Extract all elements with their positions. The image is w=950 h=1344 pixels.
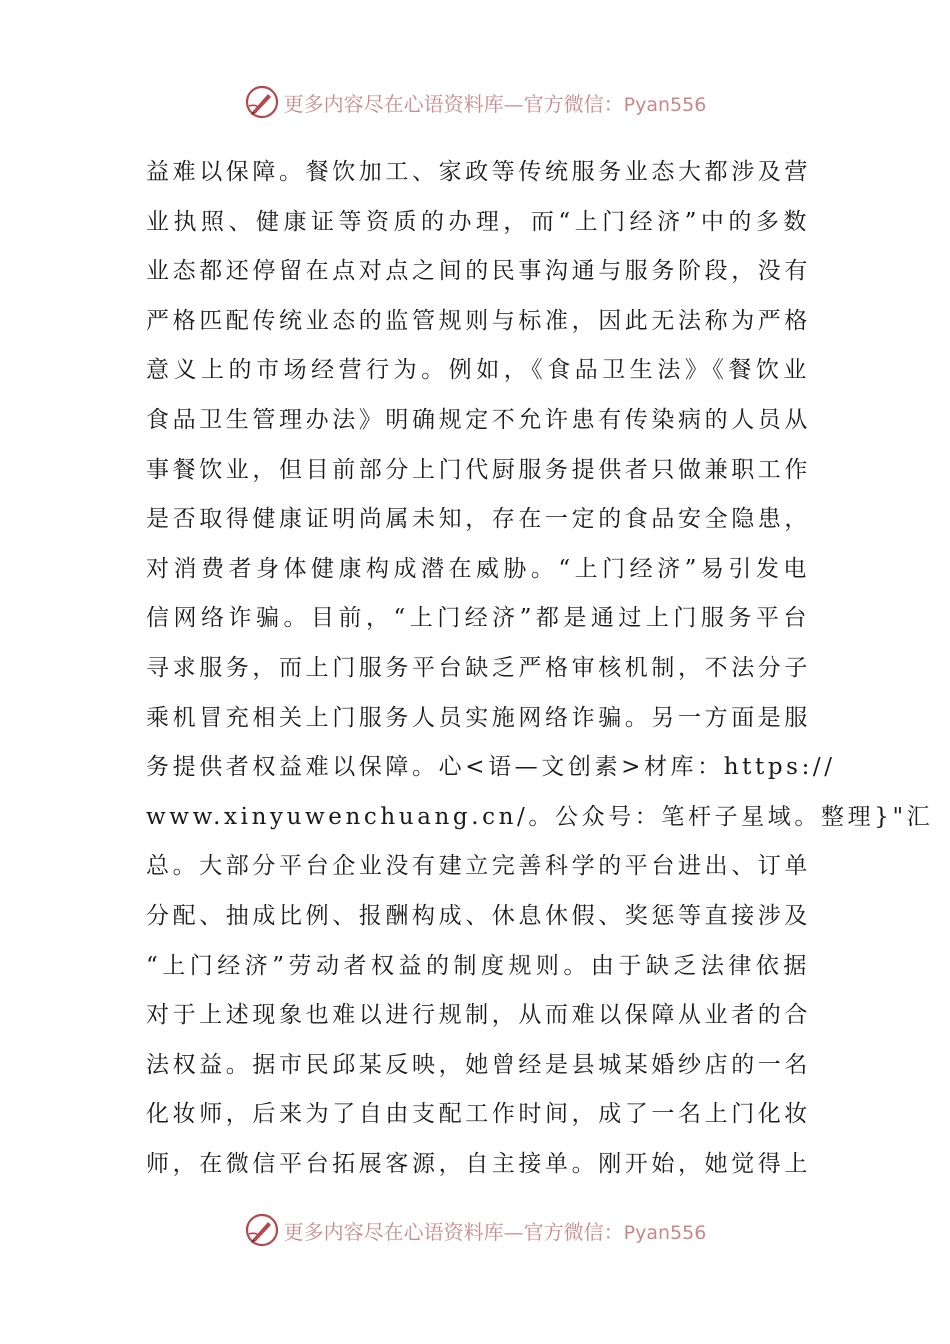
header-banner bbox=[0, 82, 950, 122]
header-wechat-id: Pyan556 bbox=[623, 93, 707, 116]
body-line: 化妆师，后来为了自由支配工作时间，成了一名上门化妆 bbox=[146, 1101, 811, 1128]
body-line: 对于上述现象也难以进行规制，从而难以保障从业者的合 bbox=[146, 1002, 811, 1029]
body-line: 分配、抽成比例、报酬构成、休息休假、奖惩等直接涉及 bbox=[146, 902, 811, 929]
body-line: 师，在微信平台拓展客源，自主接单。刚开始，她觉得上 bbox=[146, 1150, 811, 1177]
body-line: 乘机冒充相关上门服务人员实施网络诈骗。另一方面是服 bbox=[146, 704, 811, 731]
body-line: 务提供者权益难以保障。心<语—文创素>材库：https:// bbox=[146, 754, 836, 781]
body-line: 信网络诈骗。目前，“上门经济”都是通过上门服务平台 bbox=[146, 605, 810, 632]
body-line: 食品卫生管理办法》明确规定不允许患有传染病的人员从 bbox=[146, 406, 811, 433]
body-line: 是否取得健康证明尚属未知，存在一定的食品安全隐患， bbox=[146, 506, 811, 533]
footer-banner-text: 更多内容尽在心语资料库—官方微信：Pyan556 bbox=[283, 1219, 707, 1244]
pen-logo-icon bbox=[244, 84, 280, 120]
body-line: 法权益。据市民邱某反映，她曾经是县城某婚纱店的一名 bbox=[146, 1051, 811, 1078]
body-line: 意义上的市场经营行为。例如，《食品卫生法》《餐饮业 bbox=[146, 357, 810, 384]
document-body bbox=[146, 148, 934, 1189]
body-line: 总。大部分平台企业没有建立完善科学的平台进出、订单 bbox=[146, 853, 811, 880]
body-line: 业态都还停留在点对点之间的民事沟通与服务阶段，没有 bbox=[146, 258, 811, 285]
footer-banner bbox=[0, 1210, 950, 1250]
footer-wechat-id: Pyan556 bbox=[623, 1221, 707, 1244]
body-line: “上门经济”劳动者权益的制度规则。由于缺乏法律依据 bbox=[146, 952, 810, 979]
pen-logo-icon bbox=[244, 1212, 280, 1248]
body-line: www.xinyuwenchuang.cn/。公众号：笔杆子星域。整理}"汇 bbox=[146, 803, 934, 830]
header-banner-text: 更多内容尽在心语资料库—官方微信：Pyan556 bbox=[283, 91, 707, 116]
body-line: 严格匹配传统业态的监管规则与标准，因此无法称为严格 bbox=[146, 307, 811, 334]
body-line: 益难以保障。餐饮加工、家政等传统服务业态大都涉及营 bbox=[146, 159, 811, 185]
body-line: 对消费者身体健康构成潜在威胁。“上门经济”易引发电 bbox=[146, 555, 810, 582]
body-line: 业执照、健康证等资质的办理，而“上门经济”中的多数 bbox=[146, 208, 810, 235]
body-line: 寻求服务，而上门服务平台缺乏严格审核机制，不法分子 bbox=[146, 654, 811, 681]
body-line: 事餐饮业，但目前部分上门代厨服务提供者只做兼职工作 bbox=[146, 456, 811, 483]
